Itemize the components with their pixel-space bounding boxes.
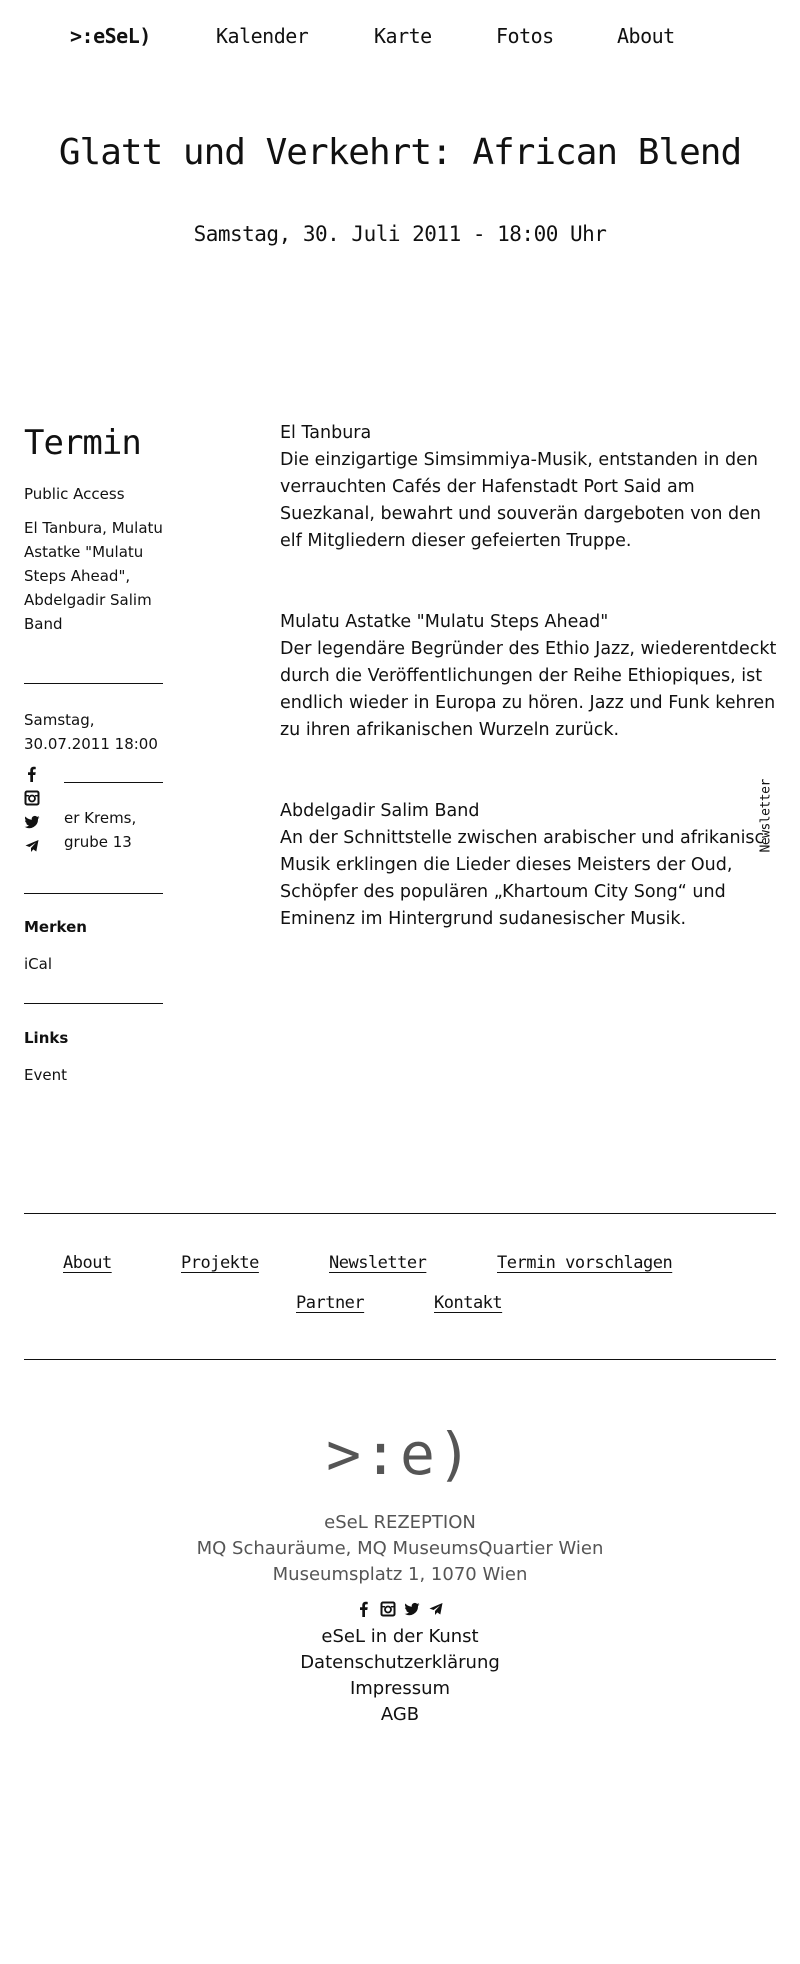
newsletter-tab[interactable] xyxy=(758,770,774,852)
artist-description: Die einzigartige Simsimmiya-Musik, entstanden in den verrauchten Cafés der Hafenstadt Port Said am Suezkanal, bewahrt und souverän dargeboten von den elf Mitgliedern dieser gefeierten Truppe. xyxy=(280,450,761,551)
sidebar-divider xyxy=(24,1003,163,1004)
artist-description: An der Schnittstelle zwischen arabischer und afrikanisc Musik erklingen die Lieder dieses Meisters der Oud, Schöpfer des populären „Khartoum City Song“ und Eminenz im Hintergrund sudanesischer Musik. xyxy=(280,828,765,929)
sidebar-location xyxy=(64,806,164,854)
footer-link-esel-in-der-kunst[interactable]: eSeL in der Kunst xyxy=(321,1626,479,1647)
artist-description: Der legendäre Begründer des Ethio Jazz, wiederentdeckt durch die Veröffentlichungen der Reihe Ethiopiques, ist endlich wieder in Europa zu hören. Jazz und Funk kehren zu ihren afrikanischen Wurzeln zurück. xyxy=(280,639,777,740)
artist-name: Mulatu Astatke "Mulatu Steps Ahead" xyxy=(280,612,609,632)
event-datetime: Samstag, 30. Juli 2011 - 18:00 Uhr xyxy=(193,222,607,246)
artist-name: El Tanbura xyxy=(280,423,372,443)
footer-link-datenschutz[interactable]: Datenschutzerklärung xyxy=(300,1652,500,1673)
nav-item-fotos[interactable]: Fotos xyxy=(496,24,554,48)
footer-link-impressum[interactable]: Impressum xyxy=(349,1678,451,1699)
location-line-2: grube 13 xyxy=(64,833,132,851)
sidebar-date: Samstag, 30.07.2011 18:00 xyxy=(24,711,158,753)
main-nav xyxy=(0,20,800,52)
footer-link-partner[interactable]: Partner xyxy=(296,1293,365,1313)
footer-link-about[interactable]: About xyxy=(63,1253,112,1273)
twitter-icon[interactable] xyxy=(404,1601,420,1617)
sidebar-divider xyxy=(24,683,163,684)
artist-block xyxy=(280,798,780,933)
sidebar-heading: Termin xyxy=(24,423,141,463)
telegram-icon[interactable] xyxy=(428,1601,444,1617)
footer-link-kontakt[interactable]: Kontakt xyxy=(434,1293,503,1313)
telegram-icon[interactable] xyxy=(24,838,40,854)
artists-list: El Tanbura, Mulatu Astatke "Mulatu Steps Ahead", Abdelgadir Salim Band xyxy=(24,519,163,633)
instagram-icon[interactable] xyxy=(380,1601,396,1617)
artist-name: Abdelgadir Salim Band xyxy=(280,801,480,821)
nav-item-about[interactable]: About xyxy=(617,24,675,48)
footer-divider xyxy=(24,1359,776,1360)
event-link[interactable]: Event xyxy=(24,1066,67,1084)
links-heading: Links xyxy=(24,1029,69,1047)
footer-link-agb[interactable]: AGB xyxy=(380,1704,420,1725)
event-sidebar xyxy=(24,420,164,636)
event-description xyxy=(280,420,780,987)
footer-logo: >:e) xyxy=(326,1420,474,1488)
merken-heading: Merken xyxy=(24,918,87,936)
facebook-icon[interactable] xyxy=(356,1601,372,1617)
sidebar-share-icons xyxy=(24,766,44,862)
footer-address xyxy=(0,1510,800,1588)
footer-link-projekte[interactable]: Projekte xyxy=(181,1253,259,1273)
event-title: Glatt und Verkehrt: African Blend xyxy=(58,132,742,173)
ical-link[interactable]: iCal xyxy=(24,955,53,973)
footer-social-icons xyxy=(0,1598,800,1617)
facebook-icon[interactable] xyxy=(24,766,40,782)
sidebar-divider xyxy=(64,782,163,783)
footer-legal-links xyxy=(0,1624,800,1728)
address-line: MQ Schauräume, MQ MuseumsQuartier Wien xyxy=(196,1538,604,1559)
nav-item-karte[interactable]: Karte xyxy=(374,24,432,48)
footer-link-newsletter[interactable]: Newsletter xyxy=(329,1253,427,1273)
artist-block xyxy=(280,420,780,555)
access-label: Public Access xyxy=(24,485,125,503)
footer-link-termin-vorschlagen[interactable]: Termin vorschlagen xyxy=(497,1253,673,1273)
logo-link[interactable]: >:eSeL) xyxy=(70,24,151,48)
twitter-icon[interactable] xyxy=(24,814,40,830)
nav-item-kalender[interactable]: Kalender xyxy=(216,24,309,48)
footer-divider xyxy=(24,1213,776,1214)
instagram-icon[interactable] xyxy=(24,790,40,806)
address-line: eSeL REZEPTION xyxy=(324,1512,476,1533)
location-line-1: er Krems, xyxy=(64,809,137,827)
address-line: Museumsplatz 1, 1070 Wien xyxy=(272,1564,528,1585)
artist-block xyxy=(280,609,780,744)
sidebar-divider xyxy=(24,893,163,894)
newsletter-tab-label: Newsletter xyxy=(758,779,774,853)
